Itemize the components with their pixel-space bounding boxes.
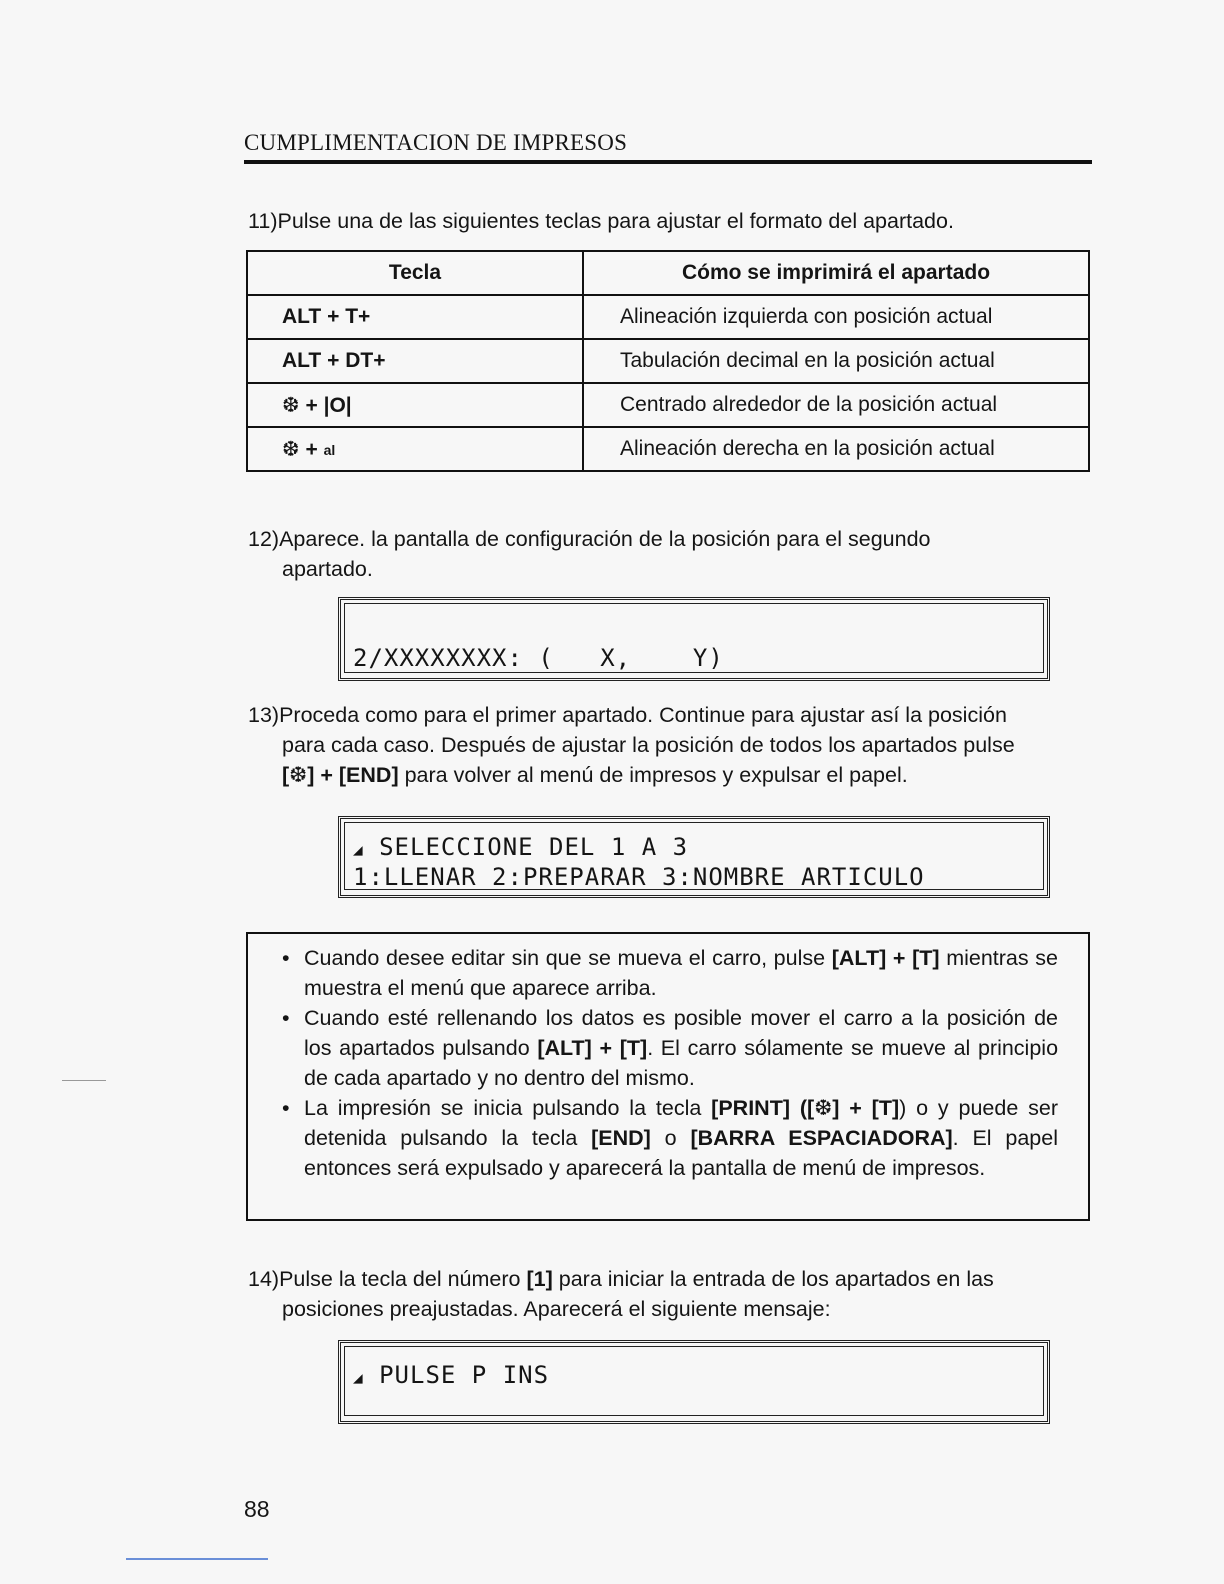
key-cell	[247, 339, 583, 383]
step-number: 14)	[248, 1267, 280, 1291]
note-item: • La impresión se inicia pulsando la tecla [PRINT] ([❆] + [T]) o y puede ser detenida pulsando la tecla [END] o [BARRA ESPACIADORA]. El papel entonces será expulsado y aparecerá la pantalla de menú de impresos.	[282, 1093, 1058, 1183]
column-header-key: Tecla	[247, 251, 583, 295]
table-row	[247, 427, 1089, 471]
lcd-display-prompt	[338, 1340, 1050, 1424]
prompt-icon: ◢	[353, 1368, 364, 1387]
step-text-rest: para volver al menú de impresos y expulsar el papel.	[404, 763, 908, 787]
step-text-line2: para cada caso. Después de ajustar la posición de todos los apartados pulse	[282, 733, 1015, 757]
lcd-line-2: 1:LLENAR 2:PREPARAR 3:NOMBRE ARTICULO	[353, 863, 925, 891]
code-key-icon: ❆	[282, 437, 300, 461]
notes-box	[246, 932, 1090, 1221]
prompt-icon: ◢	[353, 840, 364, 859]
table-row	[247, 383, 1089, 427]
table-row	[247, 295, 1089, 339]
key-t: T+	[345, 305, 371, 328]
scan-artifact	[62, 1080, 106, 1081]
code-key-icon: ❆	[814, 1096, 833, 1120]
step-number: 13)	[248, 703, 280, 727]
step-text-line1: Aparece. la pantalla de configuración de la posición para el segundo	[279, 527, 931, 551]
header-rule	[244, 160, 1092, 164]
table-row	[247, 339, 1089, 383]
step-text-line2: apartado.	[282, 557, 373, 581]
lcd-line: ◢ PULSE P INS	[353, 1361, 550, 1389]
step-text-line1: Proceda como para el primer apartado. Continue para ajustar así la posición	[279, 703, 1007, 727]
scan-artifact	[126, 1558, 268, 1560]
key-space-bar: [BARRA ESPACIADORA]	[690, 1126, 953, 1150]
key-bracket-close: ]	[307, 763, 315, 787]
align-right-key-icon: al	[323, 441, 336, 458]
description-cell: Centrado alrededor de la posición actual	[583, 383, 1089, 427]
note-item: • Cuando esté rellenando los datos es posible mover el carro a la posición de los apartados pulsando [ALT] + [T]. El carro sólamente se mueve al principio de cada apartado y no dentro del mismo.	[282, 1003, 1058, 1093]
key-alt: ALT	[282, 349, 322, 372]
column-header-description: Cómo se imprimirá el apartado	[583, 251, 1089, 295]
key-alt: [ALT]	[537, 1036, 592, 1060]
note-item: • Cuando desee editar sin que se mueva el carro, pulse [ALT] + [T] mientras se muestra el menú que aparece arriba.	[282, 943, 1058, 1003]
plus-sign: +	[320, 763, 333, 787]
key-cell	[247, 427, 583, 471]
plus-sign: +	[599, 1036, 613, 1060]
step-text-line3	[248, 760, 1092, 790]
table-header-row	[247, 251, 1089, 295]
section-header: CUMPLIMENTACION DE IMPRESOS	[244, 130, 628, 155]
step-14: 14)Pulse la tecla del número [1] para iniciar la entrada de los apartados en las posiciones preajustadas. Aparecerá el siguiente mensaje:	[248, 1264, 1092, 1324]
key-bracket-open: [	[282, 763, 290, 787]
key-t: [T]	[912, 946, 940, 970]
notes-list	[282, 943, 1058, 1183]
plus-sign: +	[305, 393, 318, 417]
key-format-table	[246, 250, 1090, 472]
description-cell: Alineación derecha en la posición actual	[583, 427, 1089, 471]
plus-sign: +	[327, 349, 340, 372]
key-1: [1]	[526, 1267, 553, 1291]
key-alt: ALT	[282, 305, 322, 328]
key-alt: [ALT]	[831, 946, 887, 970]
key-cell	[247, 383, 583, 427]
lcd-line-1: ◢ SELECCIONE DEL 1 A 3	[353, 833, 689, 861]
key-t: [T]	[619, 1036, 648, 1060]
key-end: [END]	[338, 763, 399, 787]
step-text: Pulse una de las siguientes teclas para ajustar el formato del apartado.	[277, 209, 954, 233]
step-12	[248, 524, 1092, 584]
step-number: 12)	[248, 527, 280, 551]
step-text-line2: posiciones preajustadas. Aparecerá el siguiente mensaje:	[282, 1297, 831, 1321]
step-11	[248, 206, 1092, 236]
page-number: 88	[244, 1496, 270, 1522]
key-cell	[247, 295, 583, 339]
key-print: [PRINT]	[711, 1096, 790, 1120]
plus-sign: +	[327, 305, 340, 328]
key-end: [END]	[591, 1126, 651, 1150]
lcd-display-position	[338, 597, 1050, 681]
step-13	[248, 700, 1092, 790]
plus-sign: +	[849, 1096, 862, 1120]
lcd-display-menu	[338, 816, 1050, 898]
center-key-icon: |O|	[323, 393, 352, 417]
key-dt: DT+	[345, 349, 386, 372]
lcd-line: 2/XXXXXXXX: ( X, Y)	[353, 644, 724, 672]
description-cell: Tabulación decimal en la posición actual	[583, 339, 1089, 383]
plus-sign: +	[892, 946, 906, 970]
step-number: 11)	[248, 209, 278, 233]
description-cell: Alineación izquierda con posición actual	[583, 295, 1089, 339]
plus-sign: +	[305, 437, 318, 461]
code-key-icon: ❆	[289, 763, 308, 787]
code-key-icon: ❆	[282, 393, 300, 417]
key-t: [T]	[871, 1096, 900, 1120]
